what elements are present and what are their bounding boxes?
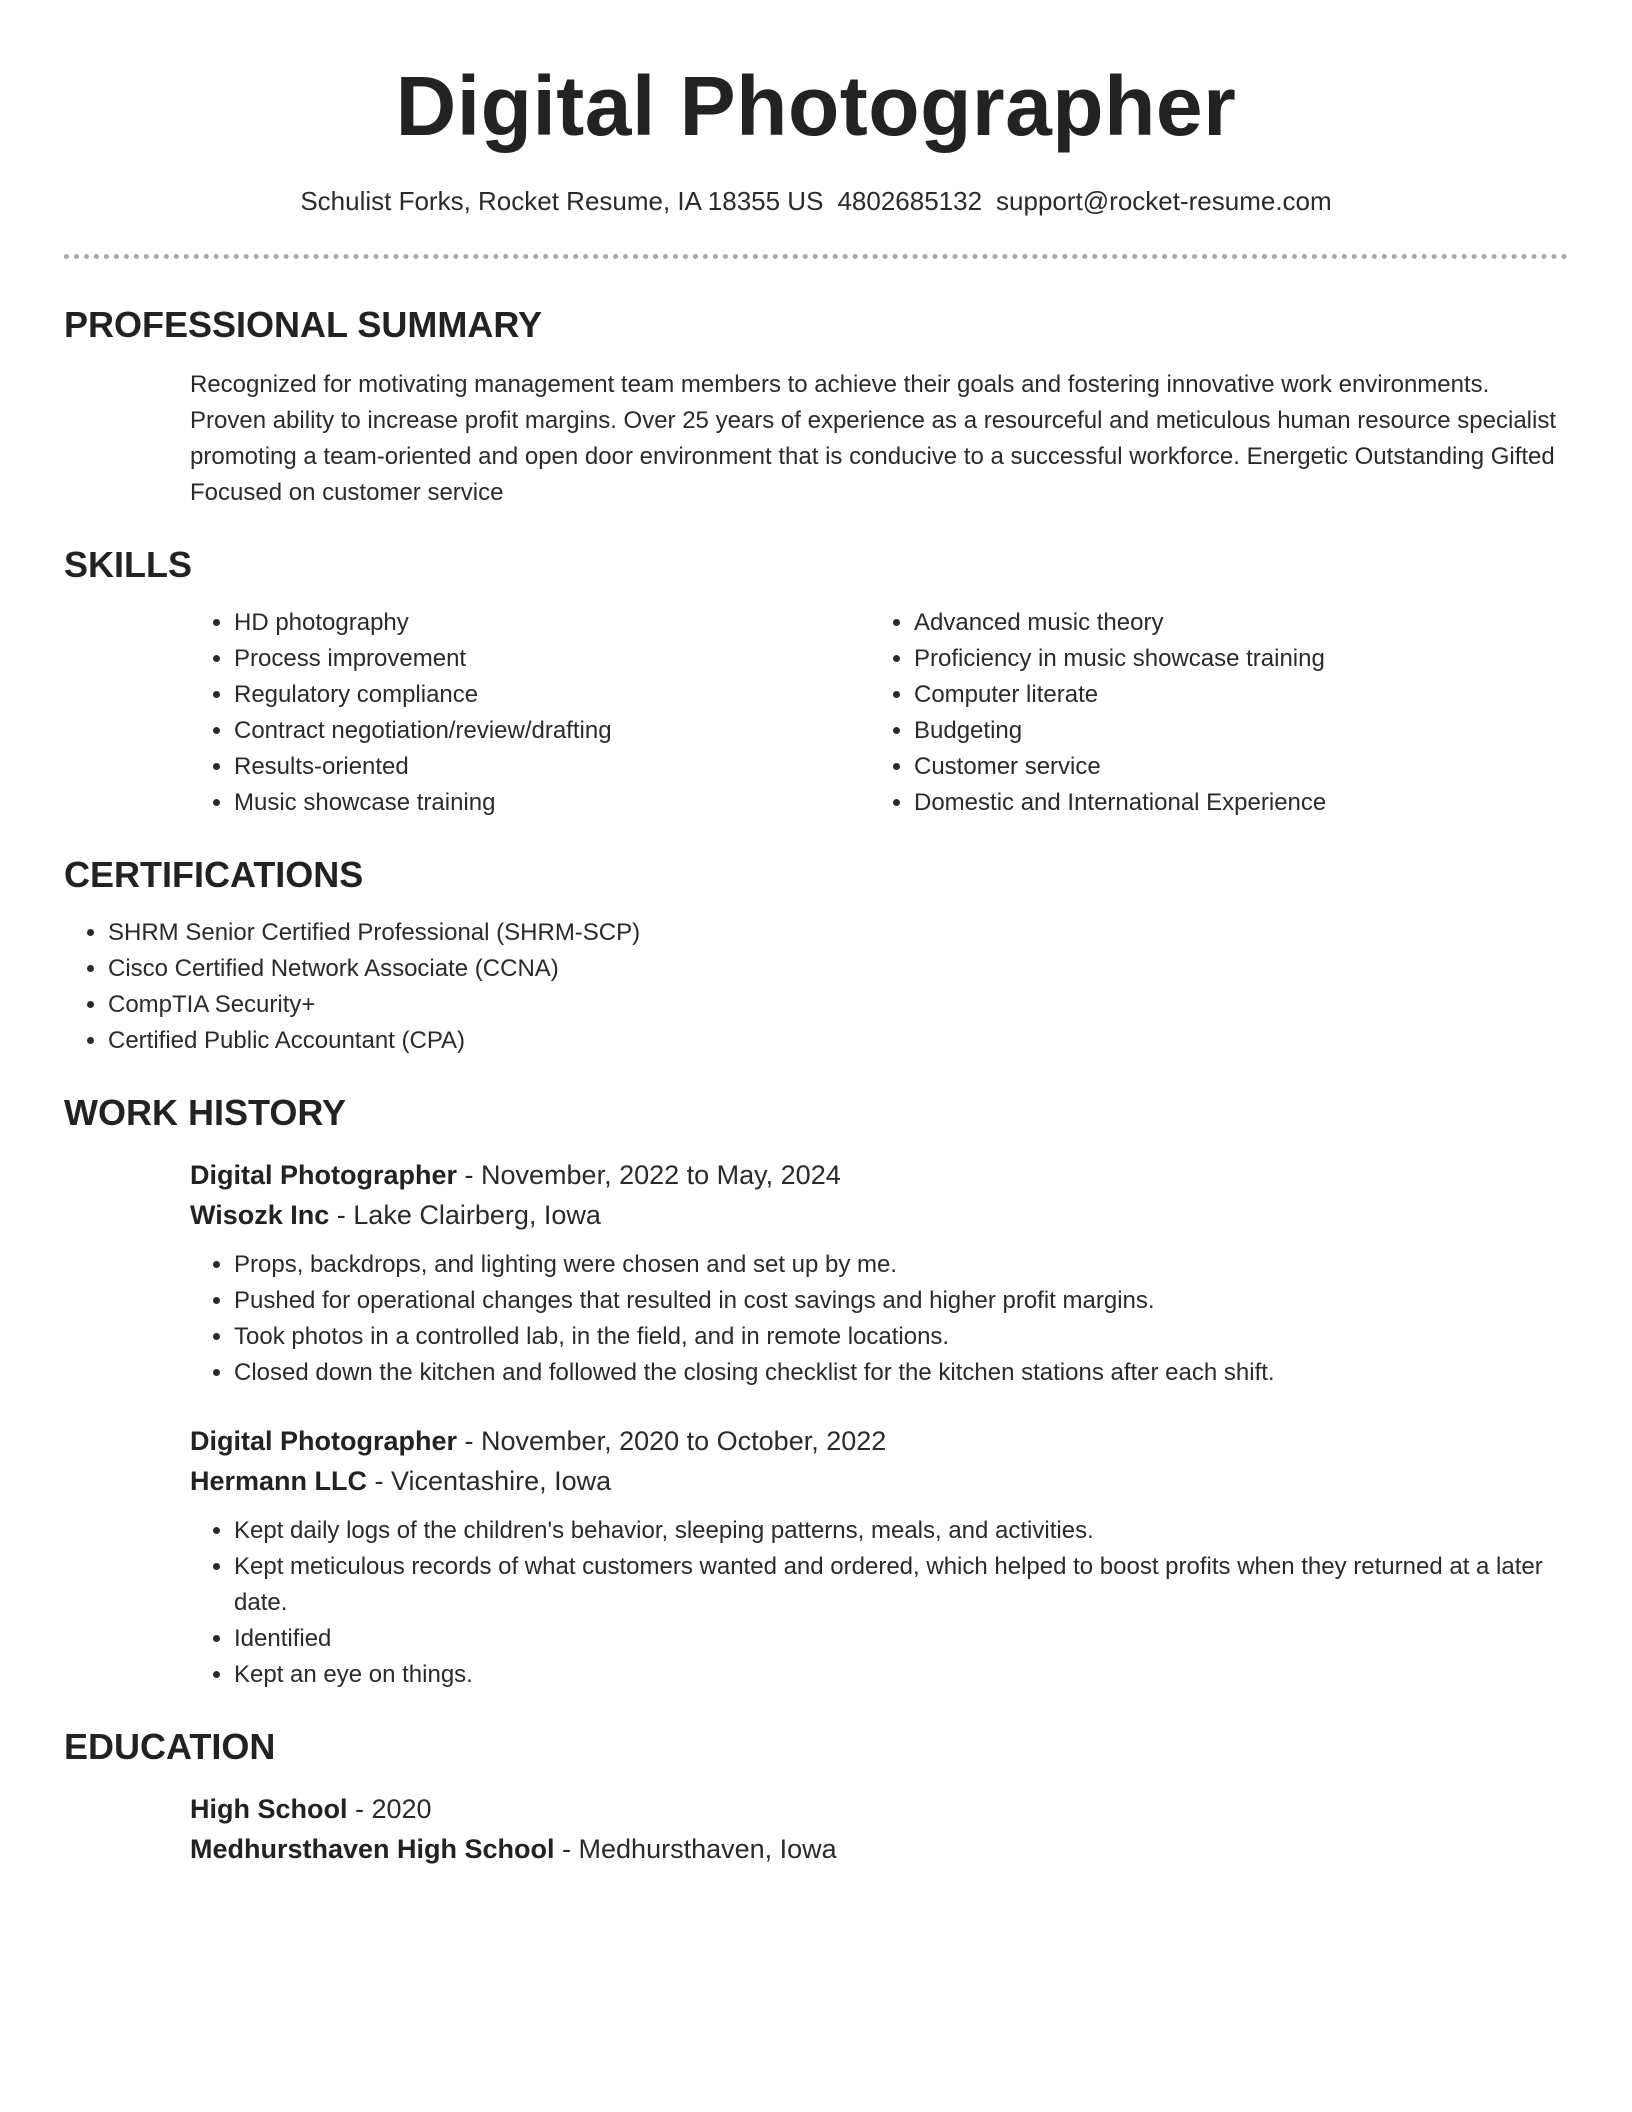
skills-grid	[190, 605, 1568, 821]
job-location: - Vicentashire, Iowa	[367, 1466, 612, 1496]
job-duties-list	[190, 1247, 1568, 1391]
skills-list-right	[870, 605, 1550, 821]
skills-list-left	[190, 605, 870, 821]
certifications-list	[64, 915, 1568, 1059]
education-year: - 2020	[347, 1794, 432, 1824]
candidate-name: Digital Photographer	[395, 59, 1237, 153]
job-entry	[190, 1155, 1568, 1391]
job-entry	[190, 1421, 1568, 1693]
list-item: • Customer service	[914, 749, 1550, 785]
list-item: • Identified	[234, 1621, 1568, 1657]
section-work-history	[64, 1091, 1568, 1693]
section-certifications	[64, 853, 1568, 1059]
job-company-line	[190, 1195, 1568, 1235]
list-item: • Kept meticulous records of what customers wanted and ordered, which helped to boost profits when they returned at a later date.	[234, 1549, 1568, 1621]
education-school-line	[190, 1829, 1568, 1869]
list-item: • Kept an eye on things.	[234, 1657, 1568, 1693]
job-location: - Lake Clairberg, Iowa	[329, 1200, 601, 1230]
education-location: - Medhursthaven, Iowa	[554, 1834, 837, 1864]
list-item: • Props, backdrops, and lighting were chosen and set up by me.	[234, 1247, 1568, 1283]
section-education	[64, 1725, 1568, 1869]
job-dates: - November, 2020 to October, 2022	[457, 1426, 887, 1456]
education-degree-line	[190, 1789, 1568, 1829]
job-title-line	[190, 1155, 1568, 1195]
list-item: • Budgeting	[914, 713, 1550, 749]
education-entry	[190, 1789, 1568, 1869]
job-duties-list	[190, 1513, 1568, 1693]
list-item: • Closed down the kitchen and followed the closing checklist for the kitchen stations after each shift.	[234, 1355, 1568, 1391]
section-skills	[64, 543, 1568, 821]
job-role: Digital Photographer	[190, 1426, 458, 1456]
list-item: • Process improvement	[234, 641, 870, 677]
section-summary	[64, 303, 1568, 511]
list-item: • Kept daily logs of the children's behavior, sleeping patterns, meals, and activities.	[234, 1513, 1568, 1549]
list-item: • Took photos in a controlled lab, in the field, and in remote locations.	[234, 1319, 1568, 1355]
header-divider	[64, 254, 1568, 259]
contact-address: Schulist Forks, Rocket Resume, IA 18355 US	[300, 186, 824, 216]
list-item: • CompTIA Security+	[108, 987, 1568, 1023]
skills-column-left	[190, 605, 870, 821]
list-item: • Contract negotiation/review/drafting	[234, 713, 870, 749]
list-item: • Certified Public Accountant (CPA)	[108, 1023, 1568, 1059]
job-company-line	[190, 1461, 1568, 1501]
list-item: • Pushed for operational changes that resulted in cost savings and higher profit margins.	[234, 1283, 1568, 1319]
job-title-line	[190, 1421, 1568, 1461]
summary-text: Recognized for motivating management team members to achieve their goals and fostering innovative work environments. Proven ability to increase profit margins. Over 25 years of experience as a resourceful and meticulous human resource specialist promoting a team-oriented and open door environment that is conducive to a successful workforce. Energetic Outstanding Gifted Focused on customer service	[190, 371, 1556, 506]
list-item: • Regulatory compliance	[234, 677, 870, 713]
list-item: • Computer literate	[914, 677, 1550, 713]
education-degree: High School	[190, 1794, 348, 1824]
skills-heading: SKILLS	[64, 544, 193, 585]
job-role: Digital Photographer	[190, 1160, 458, 1190]
list-item: • Cisco Certified Network Associate (CCNA)	[108, 951, 1568, 987]
list-item: • SHRM Senior Certified Professional (SHRM-SCP)	[108, 915, 1568, 951]
list-item: • HD photography	[234, 605, 870, 641]
list-item: • Advanced music theory	[914, 605, 1550, 641]
contact-phone: 4802685132	[837, 186, 983, 216]
skills-column-right	[870, 605, 1550, 821]
list-item: • Domestic and International Experience	[914, 785, 1550, 821]
education-school: Medhursthaven High School	[190, 1834, 555, 1864]
job-company: Wisozk Inc	[190, 1200, 330, 1230]
certifications-heading: CERTIFICATIONS	[64, 854, 364, 895]
contact-line	[64, 184, 1568, 218]
list-item: • Music showcase training	[234, 785, 870, 821]
summary-heading: PROFESSIONAL SUMMARY	[64, 304, 543, 345]
contact-email: support@rocket-resume.com	[996, 186, 1332, 216]
work-heading: WORK HISTORY	[64, 1092, 347, 1133]
job-company: Hermann LLC	[190, 1466, 368, 1496]
list-item: • Proficiency in music showcase training	[914, 641, 1550, 677]
job-dates: - November, 2022 to May, 2024	[457, 1160, 841, 1190]
list-item: • Results-oriented	[234, 749, 870, 785]
education-heading: EDUCATION	[64, 1726, 276, 1767]
